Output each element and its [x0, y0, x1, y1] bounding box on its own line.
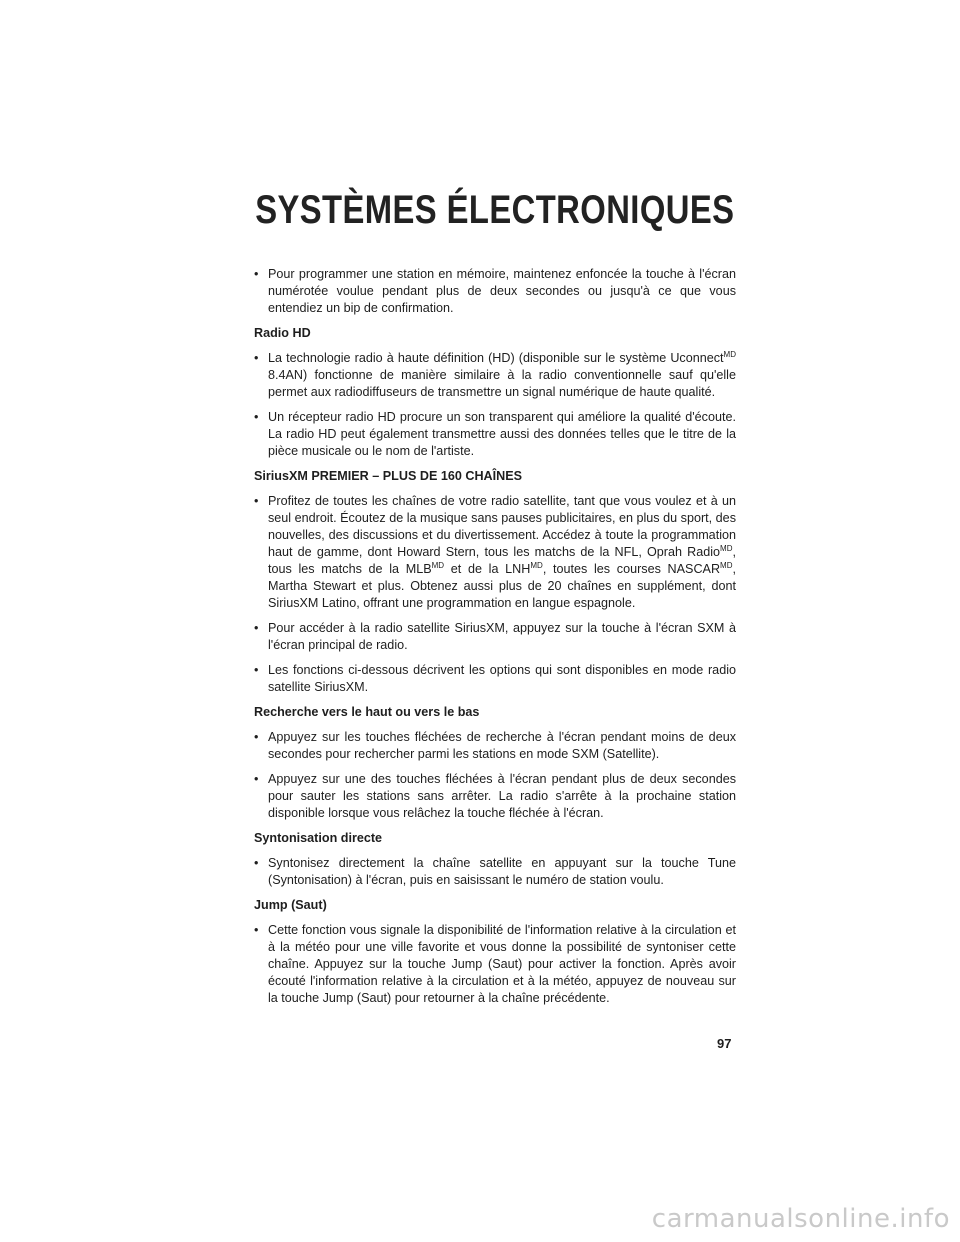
watermark-bar	[0, 1200, 960, 1242]
bullet-text: , Martha Stewart et plus. Obtenez aussi plus de 20 chaînes en supplément, dont SiriusXM Latino, offrant une programmation en langue espagnole.	[268, 562, 736, 610]
bullet-text: Un récepteur radio HD procure un son transparent qui améliore la qualité d'écoute. La radio HD peut également transmettre aussi des données telles que le titre de la pièce musicale ou le nom de l'artiste.	[268, 410, 736, 458]
section-heading-siriusxm-premier: SiriusXM PREMIER – PLUS DE 160 CHAÎNES	[254, 469, 523, 483]
bullet-item	[254, 350, 736, 401]
bullet-item	[254, 409, 736, 460]
bullet-item	[254, 266, 736, 317]
bullet-text: , toutes les courses NASCAR	[542, 562, 721, 576]
bullet-item	[254, 662, 736, 696]
bullet-item	[254, 620, 736, 654]
bullet-text: , tous les matchs de la MLB	[268, 545, 736, 576]
bullet-text: Appuyez sur les touches fléchées de recherche à l'écran pendant moins de deux secondes pour rechercher parmi les stations en mode SXM (Satellite).	[268, 730, 736, 761]
trademark-sup: MD	[530, 561, 543, 570]
bullet-item	[254, 729, 736, 763]
bullet-dot: •	[254, 730, 259, 744]
trademark-sup: MD	[431, 561, 445, 570]
bullet-text: Pour accéder à la radio satellite SiriusXM, appuyez sur la touche à l'écran SXM à l'écran principal de radio.	[268, 621, 736, 652]
bullet-dot: •	[254, 772, 259, 786]
bullet-text: Pour programmer une station en mémoire, maintenez enfoncée la touche à l'écran numérotée voulue pendant plus de deux secondes ou jusqu'à ce que vous entendiez un bip de confirmation.	[268, 267, 736, 315]
bullet-text: Les fonctions ci-dessous décrivent les options qui sont disponibles en mode radio satellite SiriusXM.	[268, 663, 736, 694]
bullet-dot: •	[254, 856, 259, 870]
bullet-text: Cette fonction vous signale la disponibilité de l'information relative à la circulation et à la météo pour une ville favorite et vous donne la possibilité de syntoniser cette chaîne. Appuyez sur la touche Jump (Saut) pour activer la fonction. Après avoir écouté l'information relative à la circulation et à la météo, appuyez de nouveau sur la touche Jump (Saut) pour retourner à la chaîne précédente.	[268, 923, 736, 1005]
bullet-dot: •	[254, 923, 259, 937]
bullet-item	[254, 493, 736, 612]
bullet-item	[254, 922, 736, 1007]
section-heading-seek: Recherche vers le haut ou vers le bas	[254, 705, 480, 719]
section-heading-direct-tune: Syntonisation directe	[254, 831, 383, 845]
bullet-dot: •	[254, 494, 259, 508]
bullet-text: La technologie radio à haute définition (HD) (disponible sur le système Uconnect	[268, 351, 724, 365]
bullet-dot: •	[254, 267, 259, 281]
trademark-sup: MD	[723, 350, 736, 359]
bullet-item	[254, 771, 736, 822]
watermark-text: carmanualsonline.info	[651, 1204, 950, 1234]
document-body	[254, 266, 736, 1015]
trademark-sup: MD	[720, 561, 733, 570]
bullet-text: Profitez de toutes les chaînes de votre radio satellite, tant que vous voulez et à un seul endroit. Écoutez de la musique sans pauses publicitaires, en plus du sport, des nouvelles, des discussions et du divertissement. Accédez à toute la programmation haut de gamme, dont Howard Stern, tous les matchs de la NFL, Oprah Radio	[268, 494, 736, 559]
bullet-dot: •	[254, 663, 259, 677]
page-number: 97	[717, 1036, 732, 1051]
trademark-sup: MD	[720, 544, 733, 553]
bullet-text: et de la LNH	[444, 562, 531, 576]
bullet-text: Appuyez sur une des touches fléchées à l'écran pendant plus de deux secondes pour sauter les stations sans arrêter. La radio s'arrête à la prochaine station disponible lorsque vous relâchez la touche fléchée à l'écran.	[268, 772, 736, 820]
bullet-text: Syntonisez directement la chaîne satellite en appuyant sur la touche Tune (Syntonisation) à l'écran, puis en saisissant le numéro de station voulu.	[268, 856, 736, 887]
bullet-dot: •	[254, 621, 259, 635]
section-heading-jump: Jump (Saut)	[254, 898, 327, 912]
bullet-dot: •	[254, 351, 259, 365]
chapter-title: SYSTÈMES ÉLECTRONIQUES	[254, 188, 734, 232]
bullet-item	[254, 855, 736, 889]
section-heading-radio-hd: Radio HD	[254, 326, 311, 340]
bullet-dot: •	[254, 410, 259, 424]
bullet-text: 8.4AN) fonctionne de manière similaire à la radio conventionnelle sauf qu'elle permet aux radiodiffuseurs de transmettre un signal numérique de haute qualité.	[268, 368, 736, 399]
